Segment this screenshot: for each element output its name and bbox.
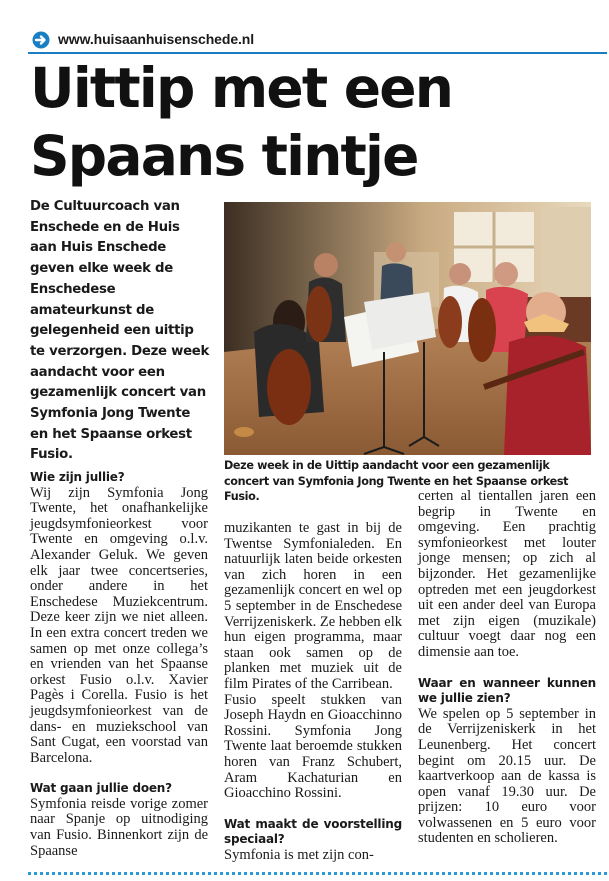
body-paragraph: Fusio speelt stukken van Joseph Haydn en Gioacchinno Rossini. Symfonia Jong Twente laat beroemde stukken horen van Franz Schubert, Aram Kachaturian en Gioacchino Rossini. xyxy=(224,691,402,802)
headline-line-1: Uittip met een xyxy=(30,56,453,120)
headline-line-2: Spaans tintje xyxy=(30,124,418,188)
question-heading-when: Waar en wanneer kunnen we jullie zien? xyxy=(418,675,596,706)
answer-paragraph-special: Symfonia is met zijn con- xyxy=(224,846,374,863)
answer-paragraph-when: We spelen op 5 september in de Verrijzeniskerk in het Leunenberg. Het concert begint om 20.15 uur. De kaartverkoop aan de kassa is open vanaf 19.30 uur. De prijzen: 10 euro voor volwassenen en 5 euro voor studenten en scholieren. xyxy=(418,705,596,847)
rehearsal-illustration xyxy=(224,202,591,455)
answer-paragraph-what: Symfonia reisde vorige zomer naar Spanje op uitnodiging van Fusio. Binnenkort zijn de Spaanse xyxy=(30,795,208,859)
arrow-right-circle-icon xyxy=(32,31,50,49)
article-column-3 xyxy=(418,489,596,847)
article-column-1 xyxy=(30,470,208,859)
site-header xyxy=(28,30,607,54)
orchestra-photo xyxy=(224,202,591,455)
article-column-2 xyxy=(224,521,402,863)
body-paragraph: certen al tientallen jaren een begrip in Twente en omgeving. Een prachtig symfonieorkest met louter jonge mensen; op zich al bijzonder. Het gezamenlijke optreden met een jeugdorkest uit een ander deel van Europa met zijn eigen (muzikale) cultuur voegt daar nog een dimensie aan toe. xyxy=(418,488,596,660)
body-paragraph: muzikanten te gast in bij de Twentse Symfonialeden. En natuurlijk laten beide orkesten van zich horen in een gezamenlijk concert en wel op 5 september in de Enschedese Verrijzeniskerk. Ze hebben elk hun eigen programma, maar staan ook samen op de planken met muziek uit de film Pirates of the Carribean. xyxy=(224,520,402,692)
article-headline xyxy=(30,54,605,190)
question-heading-what: Wat gaan jullie doen? xyxy=(30,781,172,796)
site-url[interactable]: www.huisaanhuisenschede.nl xyxy=(58,31,255,47)
answer-paragraph-who: Wij zijn Symfonia Jong Twente, het onafhankelijke jeugdsymfonieorkest voor Twente en omgeving o.l.v. Alexander Geluk. We geven elk jaar twee concertseries, onder andere in het Enschedese Muziekcentrum. Deze keer zijn we niet alleen. In een extra concert treden we samen op met onze collega’s en vrienden van het Spaanse orkest Fusio o.l.v. Xavier Pagès i Corella. Fusio is het jeugdsymfonieorkest van de dans- en muziekschool van Sant Cugat, een voorstad van Barcelona. xyxy=(30,484,208,766)
question-heading-who: Wie zijn jullie? xyxy=(30,470,125,484)
question-heading-special: Wat maakt de voorstelling speciaal? xyxy=(224,816,402,847)
photo-caption: Deze week in de Uittip aandacht voor een gezamenlijk concert van Symfonia Jong Twente en het Spaanse orkest Fusio. xyxy=(224,459,569,503)
bottom-divider xyxy=(28,872,607,875)
article-intro: De Cultuurcoach van Enschede en de Huis aan Huis Enschede geven elke week de Enschedese amateurkunst de gelegenheid een uittip te verzorgen. Deze week aandacht voor een gezamenlijk concert van Symfonia Jong Twente en het Spaanse orkest Fusio. xyxy=(30,199,210,463)
